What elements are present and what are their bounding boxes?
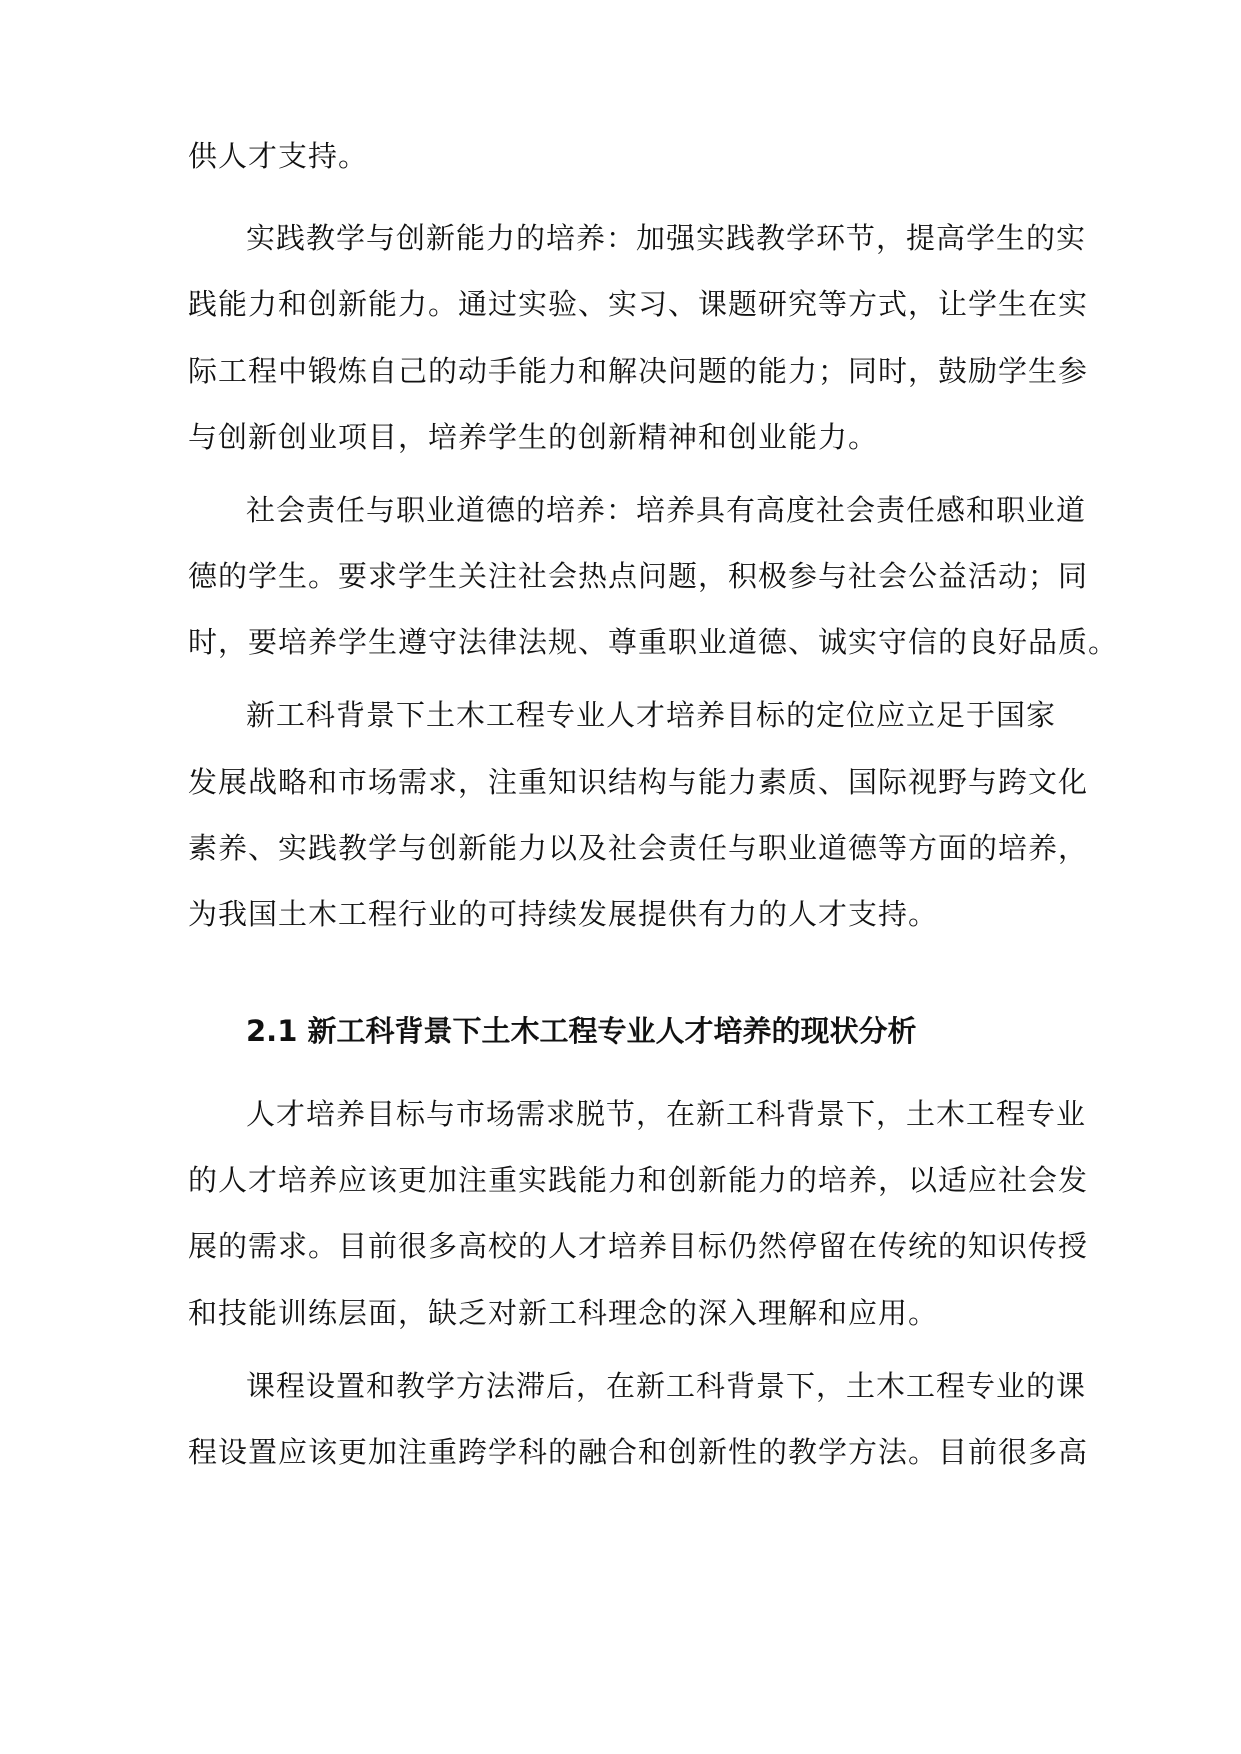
text-line: 与创新创业项目，培养学生的创新精神和创业能力。 [188, 420, 879, 454]
text-line: 素养、实践教学与创新能力以及社会责任与职业道德等方面的培养， [188, 831, 1089, 865]
text-line: 课程设置和教学方法滞后，在新工科背景下，土木工程专业的课 [246, 1369, 1087, 1403]
text-line: 实践教学与创新能力的培养：加强实践教学环节，提高学生的实 [246, 221, 1087, 255]
text-line: 发展战略和市场需求，注重知识结构与能力素质、国际视野与跨文化 [188, 765, 1089, 799]
text-line: 德的学生。要求学生关注社会热点问题，积极参与社会公益活动；同 [188, 559, 1089, 593]
text-line: 供人才支持。 [188, 139, 369, 173]
text-line: 和技能训练层面，缺乏对新工科理念的深入理解和应用。 [188, 1296, 939, 1330]
text-line: 践能力和创新能力。通过实验、实习、课题研究等方式，让学生在实 [188, 287, 1089, 321]
text-line: 为我国土木工程行业的可持续发展提供有力的人才支持。 [188, 897, 939, 931]
section-heading: 2.1 新工科背景下土木工程专业人才培养的现状分析 [246, 1014, 917, 1048]
text-line: 时，要培养学生遵守法律法规、尊重职业道德、诚实守信的良好品质。 [188, 625, 1119, 659]
text-line: 社会责任与职业道德的培养：培养具有高度社会责任感和职业道 [246, 493, 1087, 527]
text-line: 的人才培养应该更加注重实践能力和创新能力的培养，以适应社会发 [188, 1163, 1089, 1197]
text-line: 新工科背景下土木工程专业人才培养目标的定位应立足于国家 [246, 698, 1057, 732]
text-line: 际工程中锻炼自己的动手能力和解决问题的能力；同时，鼓励学生参 [188, 354, 1089, 388]
text-line: 展的需求。目前很多高校的人才培养目标仍然停留在传统的知识传授 [188, 1229, 1089, 1263]
text-line: 程设置应该更加注重跨学科的融合和创新性的教学方法。目前很多高 [188, 1435, 1089, 1469]
text-line: 人才培养目标与市场需求脱节，在新工科背景下，土木工程专业 [246, 1097, 1087, 1131]
